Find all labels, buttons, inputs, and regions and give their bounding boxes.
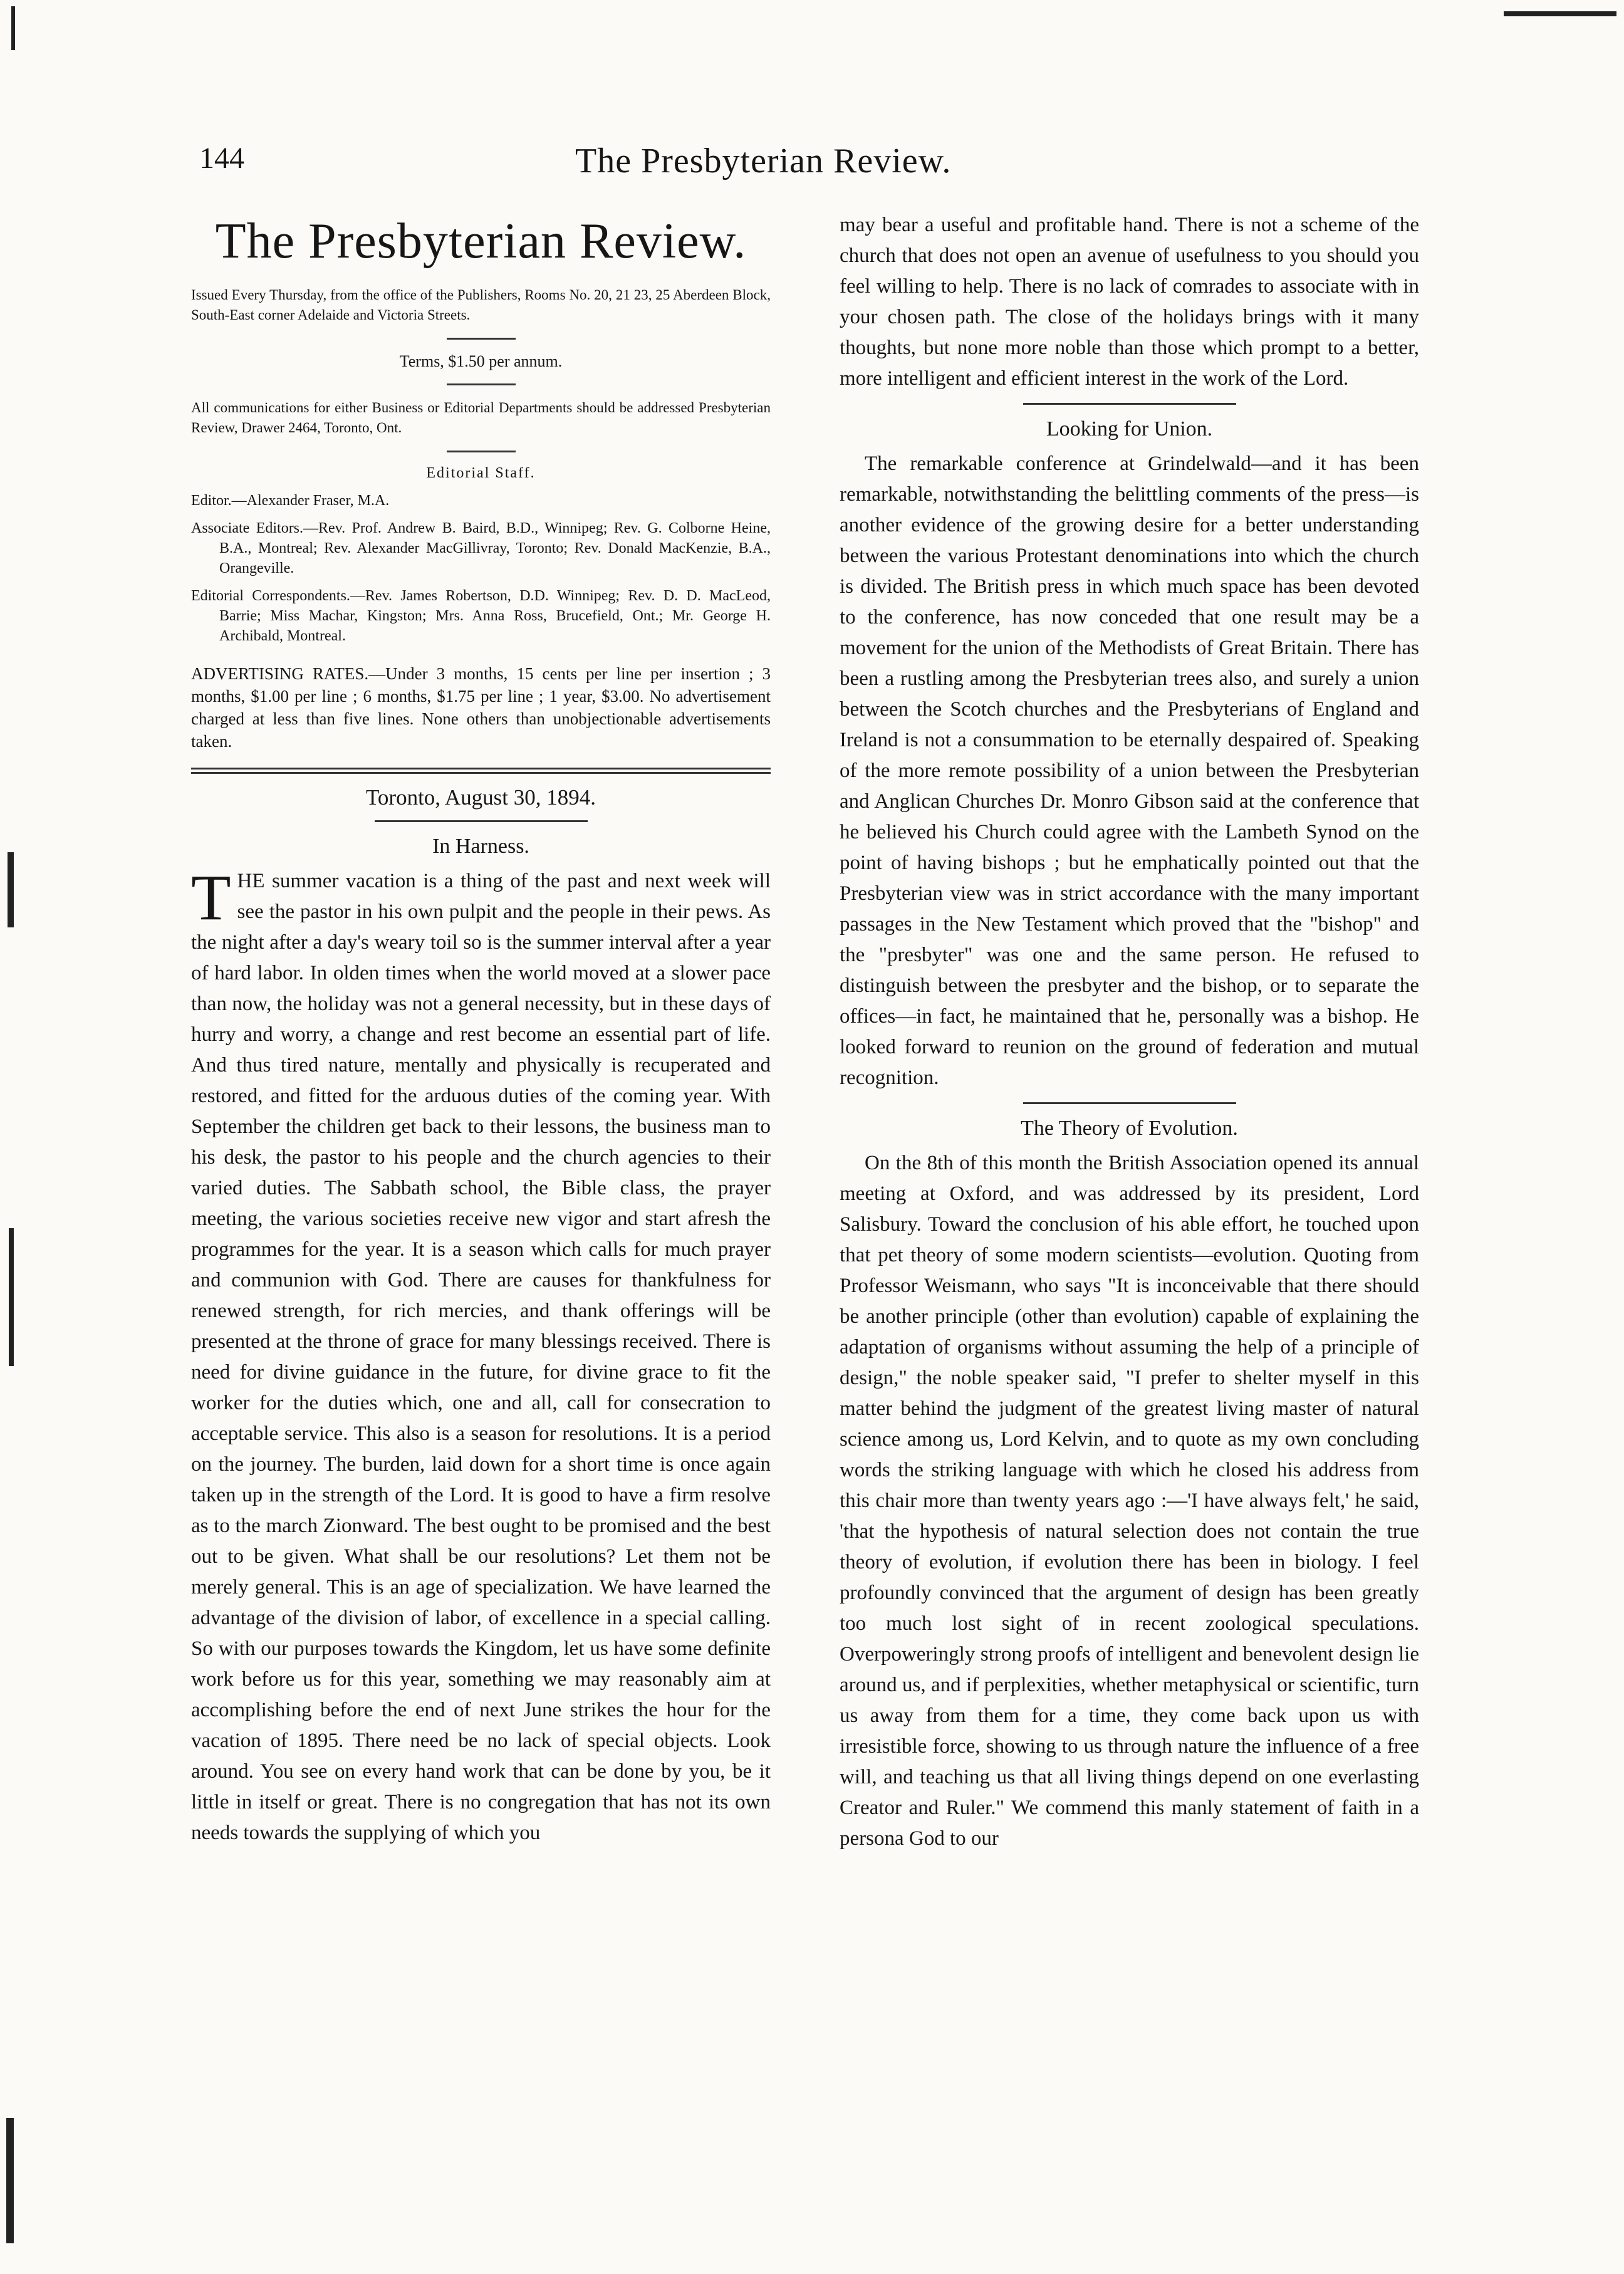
scan-mark bbox=[9, 1228, 14, 1366]
left-column bbox=[191, 210, 771, 1849]
divider bbox=[1023, 1102, 1236, 1104]
dateline: Toronto, August 30, 1894. bbox=[365, 785, 596, 810]
double-rule bbox=[191, 768, 771, 769]
associate-editors: Associate Editors.—Rev. Prof. Andrew B. Baird, B.D., Winnipeg; Rev. G. Colborne Heine, B.A., Montreal; Rev. Alexander MacGillivray, Toronto; Rev. Donald MacKenzie, B.A., Orangeville. bbox=[191, 520, 771, 576]
divider bbox=[1023, 403, 1236, 405]
article-title-evolution: The Theory of Evolution. bbox=[1021, 1117, 1238, 1140]
page-header bbox=[199, 141, 1421, 191]
masthead-title: The Presbyterian Review. bbox=[215, 214, 747, 269]
article-body-harness bbox=[191, 862, 771, 1849]
communications-notice: All communications for either Business or Editorial Departments should be addressed Presbyterian Review, Drawer 2464, Toronto, Ont. bbox=[191, 400, 771, 436]
article-lead: HE summer vacation is a thing of the past and next week will see the pastor in his own pulpit and the people in their pews. bbox=[237, 870, 771, 923]
editorial-correspondents: Editorial Correspondents.—Rev. James Robertson, D.D. Winnipeg; Rev. D. D. MacLeod, Barrie; Miss Machar, Kingston; Mrs. Anna Ross, Brucefield, Ont.; Mr. George H. Archibald, Montreal. bbox=[191, 588, 771, 644]
page-number: 144 bbox=[199, 142, 244, 175]
drop-cap: T bbox=[191, 862, 231, 934]
running-title: The Presbyterian Review. bbox=[575, 142, 952, 180]
editor-line: Editor.—Alexander Fraser, M.A. bbox=[191, 493, 390, 509]
scan-mark bbox=[1504, 11, 1616, 16]
right-column bbox=[840, 210, 1419, 1854]
divider bbox=[375, 820, 588, 822]
subscription-terms: Terms, $1.50 per annum. bbox=[399, 352, 563, 370]
staff-heading: Editorial Staff. bbox=[426, 465, 536, 481]
article-title-union: Looking for Union. bbox=[1046, 417, 1213, 441]
scan-mark bbox=[8, 852, 14, 927]
divider bbox=[447, 338, 516, 340]
advertising-rates: ADVERTISING RATES.—Under 3 months, 15 cents per line per insertion ; 3 months, $1.00 per line ; 6 months, $1.75 per line ; 1 year, $3.00. No advertisement charged at less than five lines. None others than unobjectionable advertisements taken. bbox=[191, 664, 771, 751]
scan-mark bbox=[11, 6, 15, 50]
divider bbox=[447, 383, 516, 385]
article-text: As the night after a day's weary toil so is the summer interval after a year of hard labor. In olden times when the world moved at a slower pace than now, the holiday was not a general necessity, but in these days of hurry and worry, a change and rest become an essential part of life. And thus tired nature, mentally and physically is recuperated and restored, and fitted for the arduous duties of the coming year. With September the children get back to their lessons, the business man to his desk, the pastor to his people and the church agencies to their varied duties. The Sabbath school, the Bible class, the prayer meeting, the various societies receive new vigor and start afresh the programmes for the year. It is a season which calls for much prayer and communion with God. There are causes for thankfulness for renewed strength, for rich mercies, and thank offerings will be presented at the throne of grace for many blessings received. There is need for divine guidance in the future, for divine grace to fit the worker for the duties which, one and all, call for consecration to acceptable service. This also is a season for resolutions. It is a period on the journey. The burden, laid down for a short time is once again taken up in the strength of the Lord. It is good to have a firm resolve as to the march Zionward. The best ought to be promised and the best out to be given. What shall be our resolutions? Let them not be merely general. This is an age of specialization. We have learned the advantage of the division of labor, of excellence in a special calling. So with our purposes towards the Kingdom, let us have some definite work before us for this year, something we may reasonably aim at accomplishing before the end of next June strikes the hour for the vacation of 1895. There need be no lack of special objects. Look around. You see on every hand work that can be done by you, be it little in itself or great. There is no congregation that has not its own needs towards the supplying of which you bbox=[191, 900, 771, 1844]
article-body-union: The remarkable conference at Grindelwald—and it has been remarkable, notwithstanding the belittling comments of the press—is another evidence of the growing desire for a better understanding between the various Protestant denominations into which the church is divided. The British press in which much space has been devoted to the conference, has now conceded that one result may be a movement for the union of the Methodists of Great Britain. There has been a rustling among the Presbyterian trees also, and surely a union between the Scotch churches and the Presbyterians of England and Ireland is not a consummation to be eternally despaired of. Speaking of the more remote possibility of a union between the Presbyterian and Anglican Churches Dr. Monro Gibson said at the conference that he believed his Church could agree with the Lambeth Synod on the point of having bishops ; but he emphatically pointed out that the Presbyterian view was in strict accordance with the many important passages in the New Testament which proved that the "bishop" and the "presbyter" was one and the same person. He refused to distinguish between the presbyter and the bishop, or to separate the offices—in fact, he maintained that he, personally was a bishop. He looked forward to reunion on the ground of federation and mutual recognition. bbox=[840, 452, 1419, 1089]
article-continuation-harness: may bear a useful and profitable hand. There is not a scheme of the church that does not open an avenue of usefulness to you should you feel willing to help. There is no lack of comrades to associate with in your chosen path. The close of the holidays brings with it many thoughts, but none more noble than those which prompt to a better, more intelligent and efficient interest in the work of the Lord. bbox=[840, 214, 1419, 390]
article-body-evolution: On the 8th of this month the British Association opened its annual meeting at Oxford, and was addressed by its president, Lord Salisbury. Toward the conclusion of his able effort, he touched upon that pet theory of some modern scientists—evolution. Quoting from Professor Weismann, who says "It is inconceivable that there should be another principle (other than evolution) capable of explaining the adaptation of organisms without assuming the help of a principle of design," the noble speaker said, "I prefer to shelter myself in this matter behind the judgment of the greatest living master of natural science among us, Lord Kelvin, and to quote as my own concluding words the striking language with which he closed his address from this chair more than twenty years ago :—'I have always felt,' he said, 'that the hypothesis of natural selection does not contain the true theory of evolution, if evolution there has been in biology. I feel profoundly convinced that the argument of design has been greatly too much lost sight of in recent zoological speculations. Overpoweringly strong proofs of intelligent and benevolent design lie around us, and if perplexities, whether metaphysical or scientific, turn us away from them for a time, they come back upon us with irresistible force, showing to us through nature the influence of a free will, and teaching us that all living things depend on one everlasting Creator and Ruler." We commend this manly statement of faith in a persona God to our bbox=[840, 1152, 1419, 1850]
publication-notice: Issued Every Thursday, from the office of the Publishers, Rooms No. 20, 21 23, 25 Aberdeen Block, South-East corner Adelaide and Victoria Streets. bbox=[191, 287, 771, 323]
article-title-harness: In Harness. bbox=[432, 835, 529, 858]
scan-mark bbox=[6, 2118, 14, 2243]
divider bbox=[447, 451, 516, 452]
double-rule bbox=[191, 772, 771, 774]
